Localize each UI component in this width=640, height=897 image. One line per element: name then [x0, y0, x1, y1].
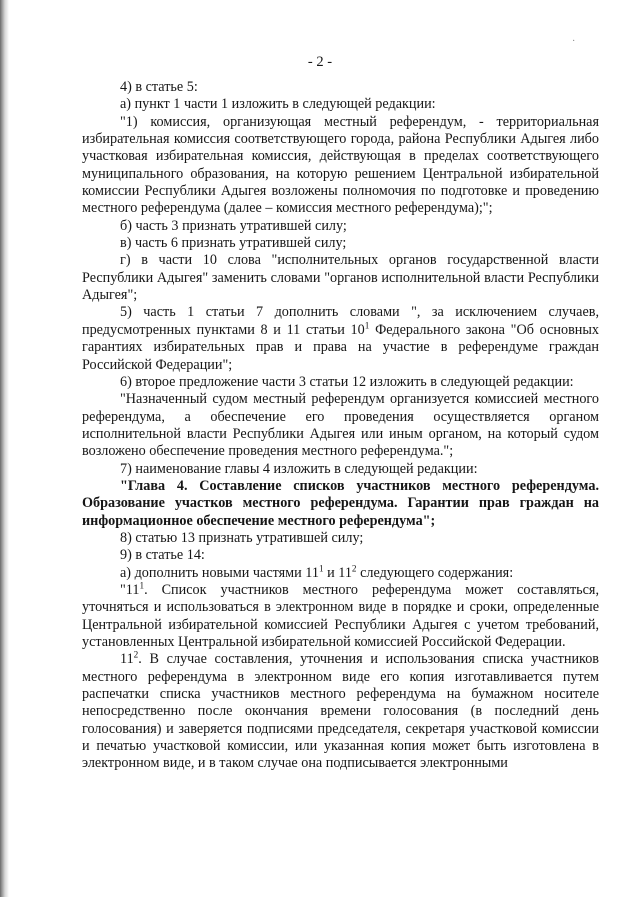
scan-edge [0, 0, 9, 897]
paragraph-text: 11 [120, 651, 134, 668]
document-body [82, 79, 599, 773]
paragraph: "Назначенный судом местный референдум организуется комиссией местного референдума, а обеспечение его проведения осуществляется органом исполнительной власти Республики Адыгея или иным органом, на который судом возложено обеспечение проведения местного референдума."; [82, 391, 599, 460]
paragraph-text: Федерального закона "Об основных гарантиях избирательных прав и права на участие в референдуме граждан Российской Федерации"; [82, 321, 599, 373]
paragraph: 6) второе предложение части 3 статьи 12 изложить в следующей редакции: [120, 373, 574, 390]
chapter-title: "Глава 4. Составление списков участников местного референдума. Образование участков местного референдума. Гарантии прав граждан на информационное обеспечение местного референдума"; [82, 477, 599, 529]
paragraph: а) пункт 1 части 1 изложить в следующей редакции: [120, 96, 436, 113]
paragraph: 9) в статье 14: [120, 547, 205, 564]
paragraph: "1) комиссия, организующая местный референдум, - территориальная избирательная комиссия соответствующего города, района Республики Адыгея либо участковая избирательная комиссия, действующая в пределах соответствующего муниципального образования, на которую решением Центральной избирательной комиссии Республики Адыгея возложены полномочия по подготовке и проведению местного референдума (далее – комиссия местного референдума);"; [82, 113, 599, 217]
paragraph-text: . В случае составления, уточнения и использования списка участников местного референдума в электронном виде его копия изготавливается путем распечатки списка участников местного референдума на бумажном носителе непосредственно после окончания времени голосования (в последний день голосования) и заверяется подписями председателя, секретаря участковой комиссии и печатью участковой комиссии, или указанная копия может быть изготовлена в электронном виде, и в таком случае она подписывается электронными [82, 651, 599, 772]
paragraph-text: 5) часть 1 статьи 7 дополнить словами ", за исключением случаев, предусмотренных пунктами 8 и 11 статьи 10 [82, 304, 599, 338]
paragraph [82, 304, 599, 373]
paragraph: 4) в статье 5: [120, 79, 198, 95]
superscript: 1 [364, 320, 370, 331]
paragraph [82, 651, 599, 772]
paragraph: б) часть 3 признать утратившей силу; [120, 217, 347, 234]
superscript: 1 [139, 580, 145, 591]
paragraph [82, 562, 599, 582]
scan-speck: · [572, 36, 576, 47]
paragraph: 8) статью 13 признать утратившей силу; [120, 529, 364, 546]
paragraph: в) часть 6 признать утратившей силу; [120, 235, 347, 252]
paragraph-text: и 11 [323, 564, 352, 581]
paragraph-text: . Список участников местного референдума может составляться, уточняться и использоваться в электронном виде в порядке и сроки, определенные Центральной избирательной комиссией Республики Адыгея с учетом требований, установленных Центральной избирательной комиссией Российской Федерации. [82, 581, 599, 650]
paragraph-text: а) дополнить новыми частями 11 [120, 564, 319, 581]
paragraph: г) в части 10 слова "исполнительных органов государственной власти Республики Адыгея" заменить словами "органов исполнительной власти Республики Адыгея"; [82, 252, 599, 304]
superscript: 2 [133, 649, 139, 660]
paragraph [82, 582, 599, 651]
superscript: 1 [318, 562, 324, 573]
paragraph: 7) наименование главы 4 изложить в следующей редакции: [120, 460, 478, 477]
paragraph-text: следующего содержания: [356, 564, 514, 581]
paragraph-text: "11 [120, 581, 140, 598]
page-number: - 2 - [307, 54, 333, 70]
superscript: 2 [351, 562, 357, 573]
